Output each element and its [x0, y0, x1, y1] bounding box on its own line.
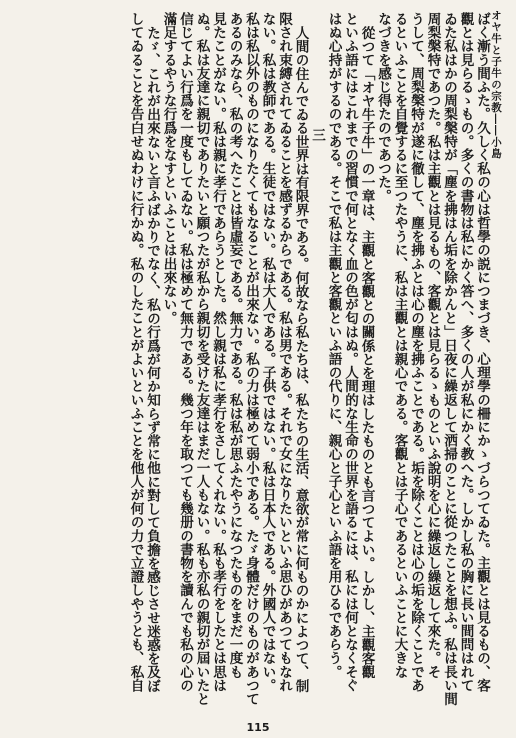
- paragraph-line: といふ語にはこれまでの習慣で何となく血の色が匂はぬ。人間的な生命の世界を語るには、私には何となくそぐ: [342, 12, 358, 692]
- paragraph-line: ゐた私はかの周梨槃特が「塵を拂はん垢を除かんと」日夜に繰返して洒掃のことに從つたことを想ふ。私は長い間: [441, 12, 457, 706]
- body-text: [127, 12, 490, 718]
- paragraph-line: 信じてよい行爲を一度もしてゐない。私は極めて無力である。幾つ年を取つても幾册の書物を讀んでも私の心の: [177, 12, 193, 692]
- paragraph-line: ぬ。私は友達に親切でありたいと願つたが私から親切を受けた友達はまだ一人もない。私も亦私の親切が屆いたと: [193, 12, 210, 706]
- paragraph-line: うして、周梨槃特が遂に徹して、塵を拂ふとは心の塵を拂ふことである。垢を除くことは心の垢を除くことであ: [408, 12, 424, 692]
- paragraph-line: 滿足するやうな行爲をなすといふことは出來ない。: [160, 12, 177, 325]
- paragraph-line: 限され束縛されてゐることを感ずるからである。私は男である。それで女になりたいといふ思ひがあつてもなれ: [276, 12, 292, 692]
- paragraph-line: るといふことを自覺するに至つたやうに、私は主觀とは親心である。客觀とは子心であるといふことに大きな: [391, 12, 408, 679]
- paragraph-line: 私は私以外のものになりたくてもなることが出來ない。私の力は極めて弱小である。たゞ身體だけのものがあつて: [243, 12, 259, 706]
- running-head: オヤ牛と子牛の宗教――小島: [490, 10, 502, 160]
- paragraph-line: たゞ、これが出來ないと言ふばかりでなく、私の行爲が何か知らず常に他に對して負擔を感じさせ迷惑を及ぼ: [144, 25, 160, 692]
- paragraph-line: してゐることを告白せぬわけに行かぬ。私のしたことがよいといふことを他人が何の力で立證しやうとも、私自: [127, 12, 144, 692]
- paragraph-line: はぬ心持がするのである。そこで私は主觀と客觀といふ語の代りに、親心と子心といふ語を用ひるであらう。: [325, 12, 342, 679]
- paragraph-line: あるのみなら、私の考へたことは皆虛妄である。無力である。私は私が思ふたやうになつたものをまだ一度も: [226, 12, 243, 679]
- paragraph-line: ない。私は教師である。生徒ではない。私は大人である。子供ではない。私は日本人である。外國人ではない。: [259, 12, 276, 692]
- paragraph-line: 人間の住んでゐる世界は有限界である。何故なら私たちは、私たちの生活、意欲が常に何ものかによつて、制: [292, 25, 309, 692]
- section-heading: 三: [309, 127, 325, 142]
- paragraph-line: 從つて「オヤ牛子牛」の一章は、主觀と客觀との關係とを理はしたものとも言つてよい。しかし、主觀客觀: [358, 25, 375, 679]
- page-number: 115: [246, 721, 270, 734]
- paragraph-line: なづきを感じ得たのであつた。: [375, 12, 391, 203]
- paragraph-line: ばく漸う間ふた。久しく私の心は哲學の説につまづき、心理學の柵にかゝづらつてゐた。主觀とは見るもの、客: [474, 12, 490, 692]
- paragraph-line: 周梨槃特であつた。私は主觀とは見るもの、客觀とは見らるゝものといふ說明を心に繰返し繰返して來た。そ: [424, 12, 441, 679]
- paragraph-line: 觀とは見らるゝもの。多くの書物は私にかく答へ、多くの人が私にかく教へた。しかし私の胸に長い間問はれて: [457, 12, 474, 692]
- paragraph-line: 見たことがない。私は親に孝行であらうとした。然し親は私に孝行をさしてくれない。私も孝行をしたとは思は: [210, 12, 226, 692]
